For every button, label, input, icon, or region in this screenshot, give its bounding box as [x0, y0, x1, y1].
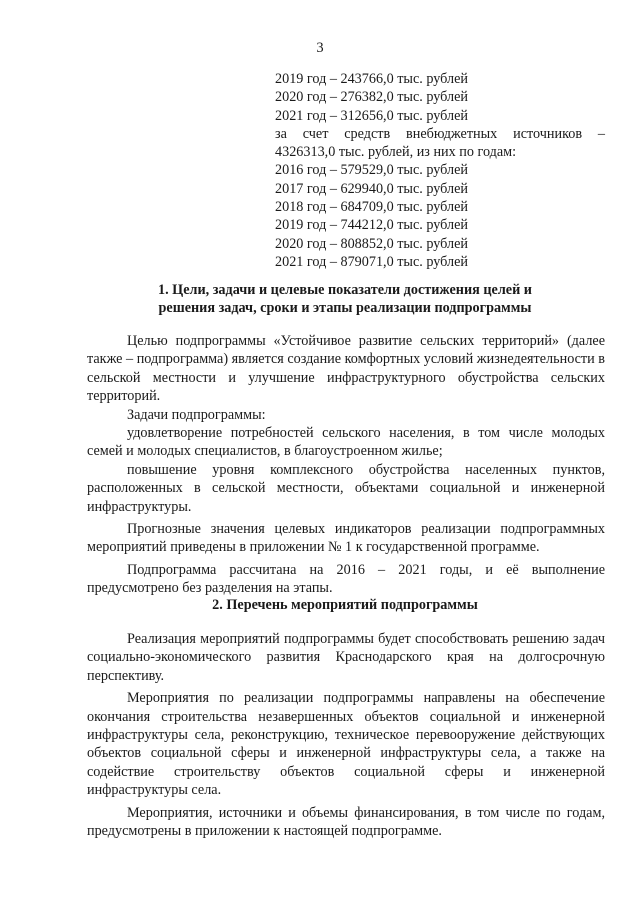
section-1-paragraph: Подпрограмма рассчитана на 2016 – 2021 годы, и её выполнение предусмотрено без разделения на этапы.: [87, 561, 605, 597]
section-1-title-line-2: решения задач, сроки и этапы реализации подпрограммы: [158, 300, 532, 316]
section-1-paragraph: удовлетворение потребностей сельского населения, в том числе молодых семей и молодых специалистов, в благоустроенном жилье;: [87, 425, 605, 460]
section-1-paragraph: Задачи подпрограммы:: [127, 406, 266, 423]
section-1-paragraph: Прогнозные значения целевых индикаторов реализации подпрограммных мероприятий приведены в приложении № 1 к государственной программе.: [87, 521, 605, 556]
extra-budget-line: 2019 год – 744212,0 тыс. рублей: [275, 217, 468, 234]
funding-list: [275, 70, 605, 271]
section-2-paragraph: Реализация мероприятий подпрограммы будет способствовать решению задач социально-экономического развития Краснодарского края на долгосрочную перспективу.: [87, 631, 605, 684]
section-1-body: [87, 332, 605, 598]
funding-line: 2019 год – 243766,0 тыс. рублей: [275, 71, 468, 87]
section-1-paragraph: Целью подпрограммы «Устойчивое развитие сельских территорий» (далее также – подпрограмма) является создание комфортных условий жизнедеятельности в сельской местности и улучшение инфраструктурного обустройства сельских территорий.: [87, 333, 605, 405]
extra-budget-intro: за счет средств внебюджетных источников – 4326313,0 тыс. рублей, из них по годам:: [275, 125, 605, 161]
funding-line: 2021 год – 312656,0 тыс. рублей: [275, 107, 468, 124]
extra-budget-line: 2018 год – 684709,0 тыс. рублей: [275, 199, 468, 216]
page-number: 3: [316, 40, 324, 56]
extra-budget-line: 2017 год – 629940,0 тыс. рублей: [275, 180, 468, 197]
section-2-title: 2. Перечень мероприятий подпрограммы: [212, 597, 478, 613]
section-1-paragraph: повышение уровня комплексного обустройства населенных пунктов, расположенных в сельской местности, объектами социальной и инженерной инфраструктуры.: [87, 461, 605, 515]
section-2-body: [87, 630, 605, 840]
section-2-heading: [90, 596, 600, 614]
section-2-paragraph: Мероприятия, источники и объемы финансирования, в том числе по годам, предусмотрены в приложении к настоящей подпрограмме.: [87, 804, 605, 840]
section-2-paragraph: Мероприятия по реализации подпрограммы направлены на обеспечение окончания строительства незавершенных объектов социальной и инженерной инфраструктуры села, реконструкцию, техническое перевооружение действующих объектов социальной сферы и инженерной инфраструктуры села, а также на содействие строительству объектов социальной сферы и инженерной инфраструктуры села.: [87, 690, 605, 799]
extra-budget-line: 2021 год – 879071,0 тыс. рублей: [275, 253, 468, 270]
section-1-title-line-1: 1. Цели, задачи и целевые показатели достижения целей и: [157, 282, 532, 298]
extra-budget-line: 2016 год – 579529,0 тыс. рублей: [275, 162, 468, 179]
funding-line: 2020 год – 276382,0 тыс. рублей: [275, 89, 468, 106]
section-1-heading: [90, 281, 600, 317]
extra-budget-line: 2020 год – 808852,0 тыс. рублей: [275, 235, 468, 252]
